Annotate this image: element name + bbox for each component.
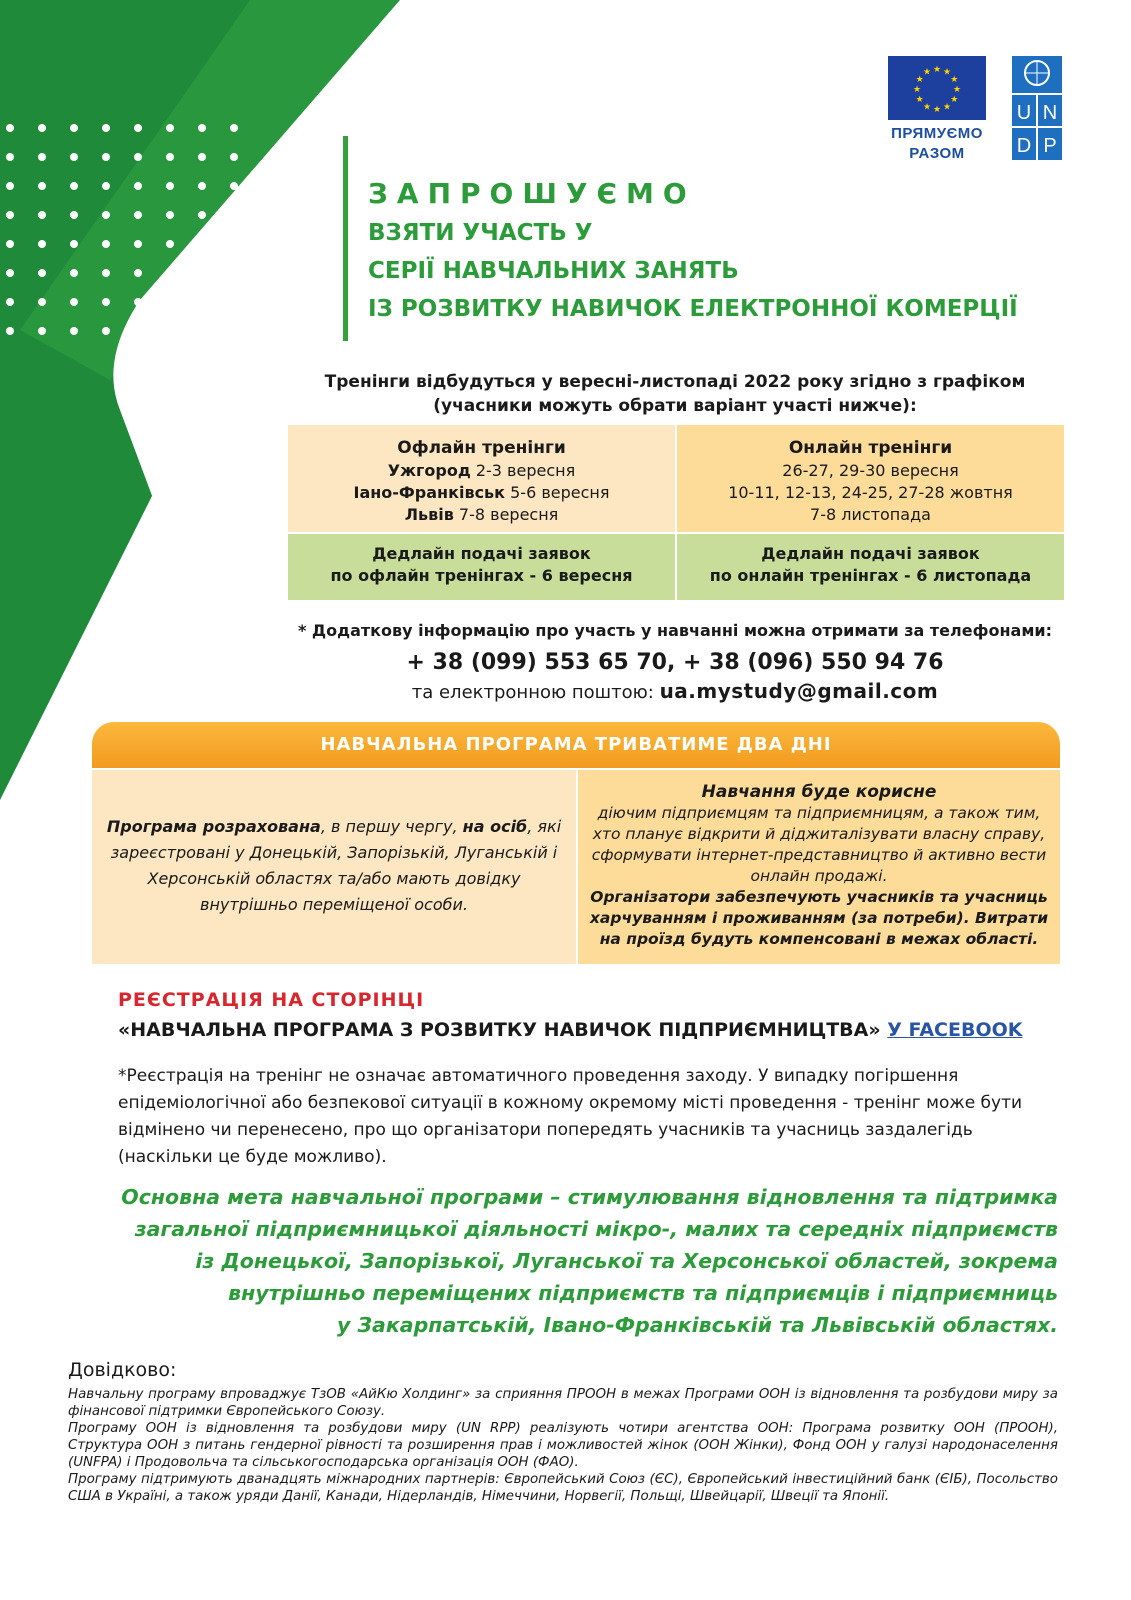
eu-star-icon: ★ (932, 65, 942, 75)
eu-flag-logo (888, 56, 986, 120)
registration-disclaimer: *Реєстрація на тренінг не означає автоматичного проведення заходу. У випадку погіршення епідеміологічної або безпекової ситуації в кожному окремому місті проведення - тренінг може бути відмінено чи перенесено, про що організатори попередять учасників та учасниць заздалегідь (наскільки це буде можливо). (118, 1066, 1023, 1167)
reference-paragraph-2: Програму ООН із відновлення та розбудови миру (UN RPP) реалізують чотири агентства ООН: Програма розвитку ООН (ПРООН), Структура ООН з питань гендерної рівності та розширення прав і можливостей жінок (ООН Жінки), Фонд ООН у галузі народонаселення (UNFPA) і Продовольча та сільськогосподарська організація ООН (ФАО). (68, 1421, 1058, 1470)
eu-star-icon: ★ (950, 95, 959, 105)
eu-stars-icon (888, 56, 986, 120)
facebook-link[interactable]: У FACEBOOK (887, 1019, 1023, 1041)
decor-dot (166, 269, 174, 277)
eu-star-icon: ★ (922, 67, 932, 78)
schedule-table (288, 425, 1064, 600)
benefits-provisions: Організатори забезпечують учасників та учасниць харчуванням і проживанням (за потреби). Витрати на проїзд будуть компенсовані в межах області. (589, 888, 1049, 948)
decor-dot (198, 124, 206, 132)
decor-dot (230, 298, 238, 306)
mission-statement (60, 1181, 1058, 1341)
decor-dot (6, 124, 14, 132)
mission-line-3: із Донецької, Запорізької, Луганської та Херсонської областей, зокрема (195, 1249, 1058, 1273)
online-dates-row: 7-8 листопада (810, 505, 931, 524)
eu-star-icon: ★ (950, 75, 959, 85)
decor-dot (6, 327, 14, 335)
decor-dot (134, 211, 142, 219)
title-line-4: ІЗ РОЗВИТКУ НАВИЧОК ЕЛЕКТРОННОЇ КОМЕРЦІЇ (368, 296, 1018, 322)
decor-dot (166, 124, 174, 132)
decor-dot (166, 240, 174, 248)
intro-line-2: (учасники можуть обрати варіант участі нижче): (433, 396, 917, 416)
eu-star-icon: ★ (942, 102, 952, 113)
decor-dot (102, 269, 110, 277)
decor-dot (6, 269, 14, 277)
title-accent-bar (343, 136, 348, 341)
decor-dot (230, 182, 238, 190)
audience-bold-2: на осіб (462, 817, 528, 836)
eu-star-icon: ★ (932, 105, 942, 115)
title-line-2: ВЗЯТИ УЧАСТЬ У (368, 220, 593, 246)
decor-dot (134, 327, 142, 335)
audience-text-1: , в першу чергу, (320, 817, 463, 836)
program-heading: НАВЧАЛЬНА ПРОГРАМА ТРИВАТИМЕ ДВА ДНІ (92, 722, 1060, 768)
decor-dot (6, 298, 14, 306)
undp-letter-n: N (1042, 102, 1058, 124)
audience-text-2: , які зареєстровані у Донецькій, Запорізькій, Луганській і Херсонській областях та/або мають довідку внутрішньо переміщеної особи. (110, 817, 562, 914)
mission-line-4: внутрішньо переміщених підприємств та підприємців і підприємниць (228, 1281, 1058, 1305)
decor-dot (70, 124, 78, 132)
title-line-1: ЗАПРОШУЄМО (368, 177, 696, 210)
online-heading: Онлайн тренінги (788, 438, 953, 458)
undp-letter-p: P (1043, 135, 1057, 157)
decor-dot (70, 327, 78, 335)
decor-dot (198, 240, 206, 248)
decor-dot (38, 124, 46, 132)
mission-line-5: у Закарпатській, Івано-Франківській та Львівській областях. (336, 1313, 1058, 1337)
decor-dot (6, 182, 14, 190)
decor-dot (134, 240, 142, 248)
email-label: та електронною поштою: (411, 682, 660, 703)
city-dates: 7-8 вересня (453, 505, 559, 524)
offline-deadline-cell (288, 534, 675, 600)
city-name: Львів (404, 505, 454, 524)
eu-caption-line1: ПРЯМУЄМО (891, 125, 983, 142)
email-line (280, 678, 1070, 706)
reference-body (68, 1386, 1058, 1505)
decor-dot (38, 182, 46, 190)
offline-row-uzhhorod (288, 460, 675, 482)
offline-deadline-line1: Дедлайн подачі заявок (372, 544, 591, 563)
online-deadline-cell (677, 534, 1064, 600)
decor-dot (166, 211, 174, 219)
eu-star-icon: ★ (915, 95, 924, 105)
decor-dot (198, 327, 206, 335)
decor-dot (70, 240, 78, 248)
decor-dot (70, 182, 78, 190)
decor-dot (70, 211, 78, 219)
decor-dot (134, 124, 142, 132)
email-address[interactable]: ua.mystudy@gmail.com (659, 679, 939, 703)
eu-star-icon: ★ (952, 85, 962, 95)
decor-dot (166, 327, 174, 335)
decor-dot (166, 298, 174, 306)
online-dates-row: 10-11, 12-13, 24-25, 27-28 жовтня (728, 483, 1013, 502)
decor-dot (134, 298, 142, 306)
online-schedule-cell (677, 425, 1064, 532)
decor-dot (102, 211, 110, 219)
city-dates: 2-3 вересня (470, 461, 576, 480)
decor-dot (198, 182, 206, 190)
program-benefits (578, 770, 1060, 964)
decor-dot (38, 298, 46, 306)
eu-star-icon: ★ (912, 85, 922, 95)
decor-dot (102, 182, 110, 190)
decor-dot (102, 153, 110, 161)
reference-paragraph-3: Програму підтримують дванадцять міжнародних партнерів: Європейський Союз (ЄС), Європейський інвестиційний банк (ЄІБ), Посольство США в Україні, а також уряди Данії, Канади, Нідерландів, Німеччини, Норвегії, Польщі, Швейцарії, Швеції та Японії. (68, 1472, 1058, 1504)
decor-dot (198, 211, 206, 219)
city-dates: 5-6 вересня (505, 483, 610, 502)
offline-schedule-cell (288, 425, 675, 532)
decor-dot (102, 298, 110, 306)
mission-line-1: Основна мета навчальної програми – стимулювання відновлення та підтримка (121, 1185, 1058, 1209)
decor-dot (230, 153, 238, 161)
benefits-text: діючим підприємцям та підприємницям, а також тим, хто планує відкрити й діджиталізувати власну справу, сформувати інтернет-представництво й активно вести онлайн продажі. (591, 804, 1047, 885)
offline-row-lviv (288, 504, 675, 526)
city-name: Ужгород (387, 461, 471, 480)
offline-heading: Офлайн тренінги (397, 438, 566, 458)
decor-dot (102, 327, 110, 335)
decor-dot (230, 240, 238, 248)
city-name: Іано-Франківськ (353, 483, 506, 502)
online-dates-row: 26-27, 29-30 вересня (782, 461, 959, 480)
eu-caption-line2: РАЗОМ (909, 145, 965, 162)
undp-logo (1012, 56, 1062, 160)
decor-dot (102, 240, 110, 248)
intro-text (280, 370, 1070, 418)
decor-dot (70, 298, 78, 306)
intro-line-1: Тренінги відбудуться у вересні-листопаді 2022 року згідно з графіком (324, 372, 1026, 392)
decor-dot (230, 269, 238, 277)
decor-dot (70, 269, 78, 277)
reference-heading: Довідково: (68, 1359, 177, 1381)
registration-page (118, 1016, 1098, 1044)
contact-info-text: * Додаткову інформацію про участь у навчанні можна отримати за телефонами: (297, 621, 1053, 640)
offline-deadline-line2: по офлайн тренінгах - 6 вересня (330, 566, 633, 585)
decor-dot (198, 153, 206, 161)
decor-dot (102, 124, 110, 132)
decor-dot (6, 153, 14, 161)
undp-letter-d: D (1016, 135, 1032, 157)
undp-letter-u: U (1016, 102, 1032, 124)
audience-bold-1: Програма розрахована (106, 817, 321, 836)
decor-dot (134, 153, 142, 161)
decor-dot (134, 182, 142, 190)
mission-line-2: загальної підприємницької діяльності мікро-, малих та середніх підприємств (134, 1217, 1058, 1241)
decor-dot (38, 327, 46, 335)
eu-star-icon: ★ (915, 75, 924, 85)
decor-dot (230, 211, 238, 219)
eu-caption (872, 124, 1002, 164)
phone-numbers[interactable]: + 38 (099) 553 65 70, + 38 (096) 550 94 76 (406, 650, 944, 675)
decor-dot (230, 124, 238, 132)
decor-dot (166, 153, 174, 161)
decor-dot (134, 269, 142, 277)
decor-dot (38, 211, 46, 219)
eu-star-icon: ★ (922, 102, 932, 113)
decor-dot (70, 153, 78, 161)
decor-dot (198, 298, 206, 306)
decor-dot (38, 240, 46, 248)
page-title (368, 174, 1108, 328)
reference-paragraph-1: Навчальну програму впроваджує ТзОВ «АйКю Холдинг» за сприяння ПРООН в межах Програми ООН із відновлення та розбудови миру за фінансової підтримки Європейського Союзу. (68, 1387, 1058, 1419)
eu-star-icon: ★ (942, 67, 952, 78)
online-deadline-line2: по онлайн тренінгах - 6 листопада (709, 566, 1032, 585)
registration-label: РЕЄСТРАЦІЯ НА СТОРІНЦІ (118, 989, 425, 1011)
title-line-3: СЕРІЇ НАВЧАЛЬНИХ ЗАНЯТЬ (368, 258, 739, 284)
decor-dot (38, 269, 46, 277)
decor-dot (6, 240, 14, 248)
decor-dot (198, 269, 206, 277)
decor-dot (230, 327, 238, 335)
registration-page-name: «НАВЧАЛЬНА ПРОГРАМА З РОЗВИТКУ НАВИЧОК ПІДПРИЄМНИЦТВА» (118, 1019, 881, 1041)
decor-dot (6, 211, 14, 219)
online-deadline-line1: Дедлайн подачі заявок (761, 544, 980, 563)
decor-dot (166, 182, 174, 190)
offline-row-ivano-frankivsk (288, 482, 675, 504)
benefits-heading: Навчання буде корисне (701, 782, 937, 802)
decor-dot (38, 153, 46, 161)
program-target-audience (92, 770, 576, 964)
